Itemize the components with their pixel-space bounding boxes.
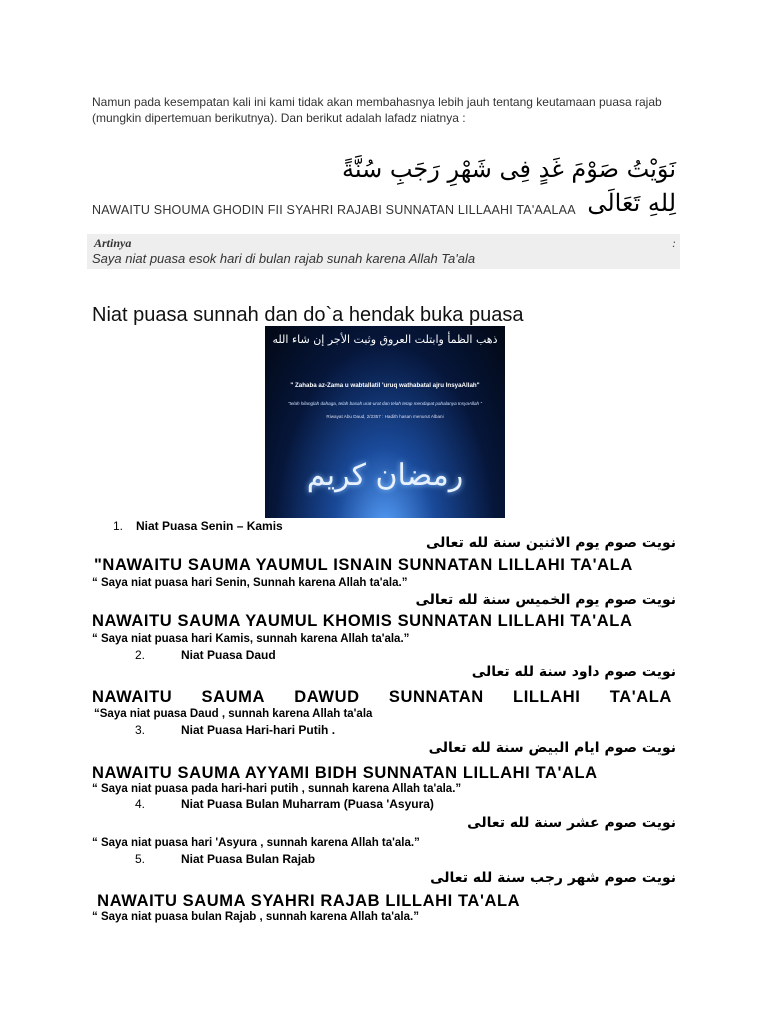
artinya-label: Artinya xyxy=(94,236,132,250)
arabic-niat: نويت صوم ايام البيض سنة لله تعالى xyxy=(428,740,676,756)
translation-quote: “ Saya niat puasa bulan Rajab , sunnah karena Allah ta'ala.” xyxy=(92,911,419,923)
ramadan-banner-image xyxy=(265,326,505,518)
arabic-niat: نويت صوم داود سنة لله تعالى xyxy=(471,664,676,680)
arabic-niat: نويت صوم عشر سنة لله تعالى xyxy=(467,815,676,831)
latin-word: SUNNATAN xyxy=(388,688,484,706)
translation-quote: “ Saya niat puasa hari Kamis, sunnah karena Allah ta'ala.” xyxy=(92,633,410,645)
item-number: 3. xyxy=(135,723,146,737)
intro-paragraph: Namun pada kesempatan kali ini kami tidak akan membahasnya lebih jauh tentang keutamaan puasa rajab (mungkin dipertemuan berikutnya). Dan berikut adalah lafadz niatnya : xyxy=(92,95,662,125)
latin-word: SAUMA xyxy=(201,688,266,706)
banner-calligraphy: رمضان كريم xyxy=(306,458,464,493)
arabic-niat: نويت صوم يوم الخميس سنة لله تعالى xyxy=(415,592,676,608)
banner-transliteration: " Zahaba az-Zama u wabtallatil 'uruq wathabatal ajru InsyaAllah" xyxy=(290,382,480,389)
arabic-niat: نويت صوم يوم الاثنين سنة لله تعالى xyxy=(426,535,676,551)
latin-niat: NAWAITU SAUMA YAUMUL KHOMIS SUNNATAN LILLAHI TA'ALA xyxy=(92,612,633,630)
latin-niat: NAWAITU SAUMA SYAHRI RAJAB LILLAHI TA'ALA xyxy=(92,892,521,910)
banner-translation: "telah hilanglah dahaga, telah basah urat-urat dan telah tetap mendapat pahalanya InsyaAllah " xyxy=(287,401,483,406)
latin-niat-rajab: NAWAITU SHOUMA GHODIN FII SYAHRI RAJABI SUNNATAN LILLAAHI TA'AALAA xyxy=(92,203,576,217)
arabic-niat-rajab: نَوَيْتُ صَوْمَ غَدٍ فِى شَهْرِ رَجَبِ سُنَّةً لِلهِ تَعَالَى xyxy=(342,155,676,217)
translation-quote: “ Saya niat puasa hari 'Asyura , sunnah karena Allah ta'ala.” xyxy=(92,837,420,849)
item-label: Niat Puasa Daud xyxy=(181,648,276,662)
item-label: Niat Puasa Senin – Kamis xyxy=(136,519,283,533)
latin-word: DAWUD xyxy=(294,688,360,706)
latin-word: NAWAITU xyxy=(92,688,173,706)
item-label: Niat Puasa Bulan Rajab xyxy=(181,852,316,866)
item-number: 2. xyxy=(135,648,146,662)
section-title: Niat puasa sunnah dan do`a hendak buka puasa xyxy=(92,304,524,326)
latin-word: LILLAHI xyxy=(513,688,581,706)
latin-word: TA'ALA xyxy=(609,688,672,706)
translation-quote: “ Saya niat puasa hari Senin, Sunnah karena Allah ta'ala.” xyxy=(92,577,408,589)
item-label: Niat Puasa Hari-hari Putih . xyxy=(181,723,336,737)
item-number: 1. xyxy=(113,519,124,533)
translation-quote: “ Saya niat puasa pada hari-hari putih , sunnah karena Allah ta'ala.” xyxy=(92,783,462,795)
latin-niat-justified xyxy=(92,688,672,707)
banner-arabic-doa: ذهب الظمأ وابتلت العروق وثبت الأجر إن شاء الله xyxy=(272,333,498,346)
item-number: 5. xyxy=(135,852,146,866)
artinya-colon: : xyxy=(672,236,676,250)
artinya-text: Saya niat puasa esok hari di bulan rajab sunah karena Allah Ta'ala xyxy=(92,251,476,266)
translation-quote: “Saya niat puasa Daud , sunnah karena Allah ta'ala xyxy=(94,708,373,720)
latin-niat: NAWAITU SAUMA AYYAMI BIDH SUNNATAN LILLAHI TA'ALA xyxy=(92,764,598,782)
item-label: Niat Puasa Bulan Muharram (Puasa 'Asyura) xyxy=(181,797,434,811)
latin-niat: "NAWAITU SAUMA YAUMUL ISNAIN SUNNATAN LILLAHI TA'ALA xyxy=(94,556,633,574)
arabic-niat: نويت صوم شهر رجب سنة لله تعالى xyxy=(430,870,676,886)
item-number: 4. xyxy=(135,797,146,811)
banner-source: Riwayat Abu Daud, 2/2357 : Hadith hasan menurut Albani xyxy=(326,414,444,419)
